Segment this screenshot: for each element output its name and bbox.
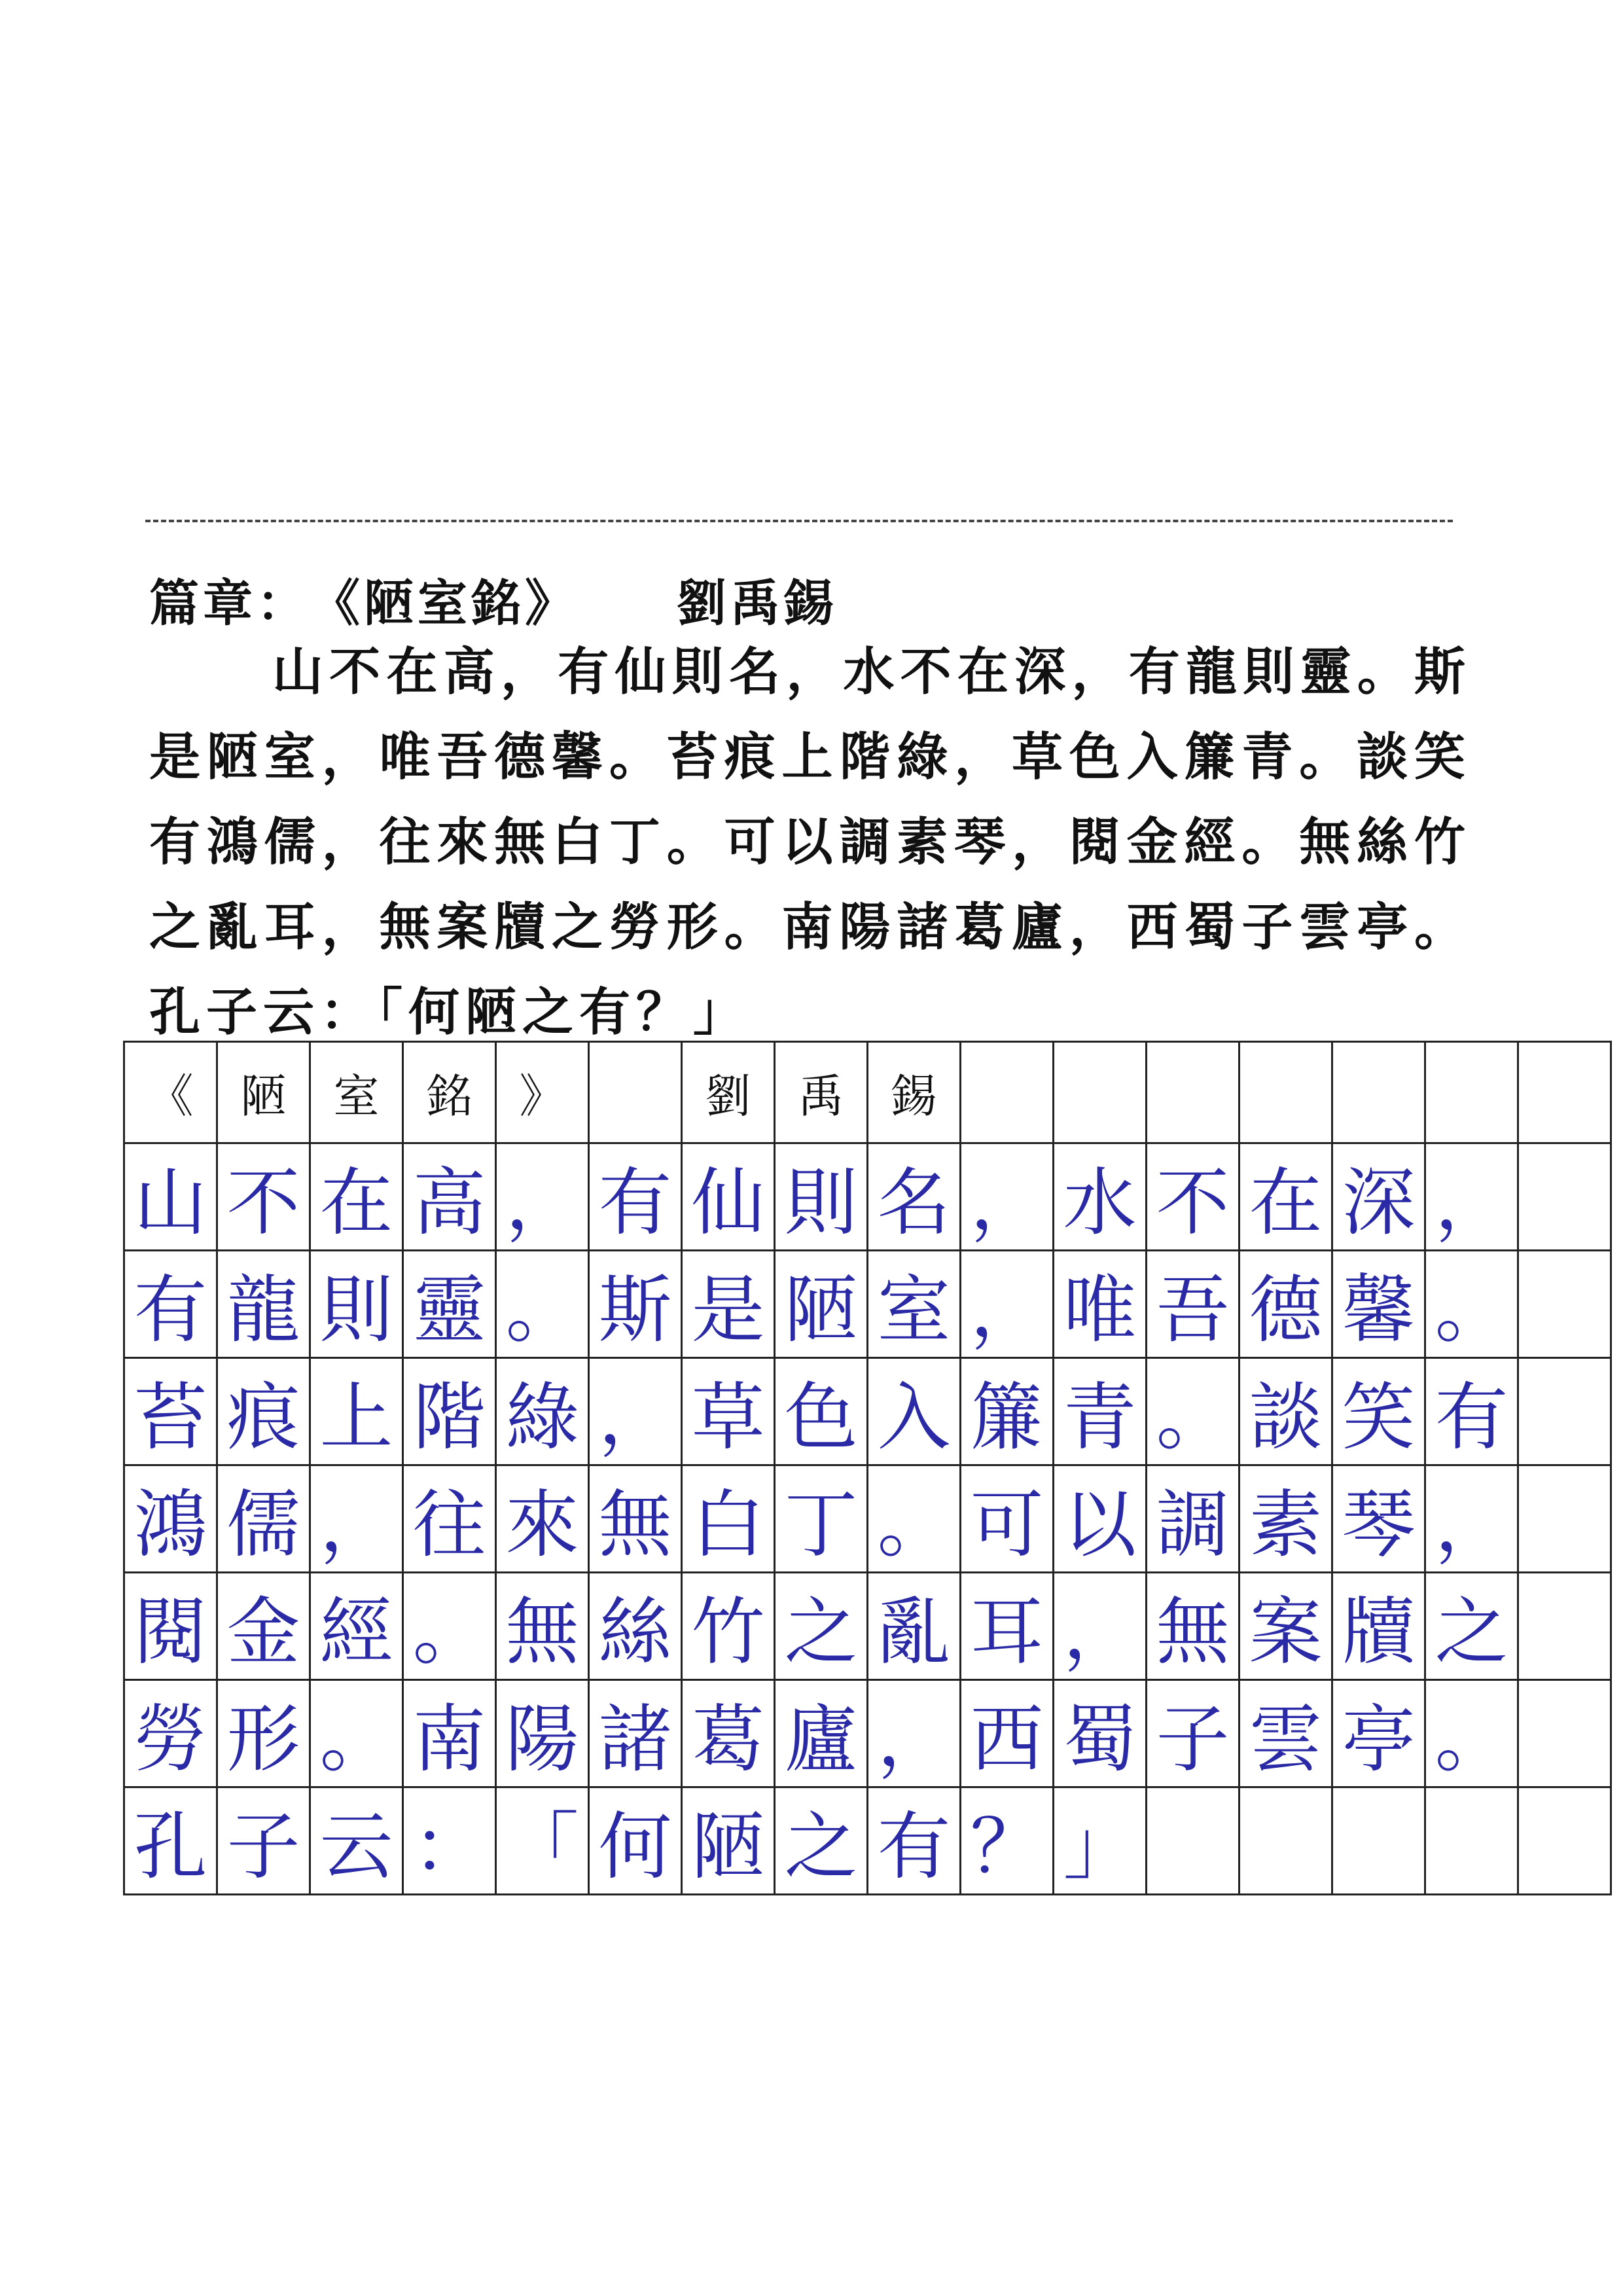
grid-cell: 階 <box>403 1358 496 1465</box>
grid-cell: 無 <box>496 1573 589 1680</box>
grid-cell: 丁 <box>775 1465 868 1573</box>
grid-title-cell <box>1425 1042 1518 1143</box>
grid-cell: 勞 <box>124 1680 217 1787</box>
grid-title-cell: 室 <box>310 1042 403 1143</box>
grid-cell: 不 <box>217 1143 310 1251</box>
grid-cell: 簾 <box>961 1358 1054 1465</box>
grid-cell: 耳 <box>961 1573 1054 1680</box>
grid-cell: 往 <box>403 1465 496 1573</box>
grid-cell: 來 <box>496 1465 589 1573</box>
grid-cell: ， <box>589 1358 682 1465</box>
grid-cell: 之 <box>1425 1573 1518 1680</box>
grid-cell: 。 <box>868 1465 961 1573</box>
grid-row <box>124 1787 1611 1895</box>
grid-cell: 苔 <box>124 1358 217 1465</box>
grid-cell: 上 <box>310 1358 403 1465</box>
grid-cell: 水 <box>1054 1143 1147 1251</box>
grid-cell: 閱 <box>124 1573 217 1680</box>
grid-row <box>124 1143 1611 1251</box>
heading-label: 篇章： <box>149 573 310 632</box>
grid-cell: 以 <box>1054 1465 1147 1573</box>
grid-cell: 案 <box>1240 1573 1332 1680</box>
grid-title-cell <box>1332 1042 1425 1143</box>
grid-cell: 。 <box>310 1680 403 1787</box>
grid-cell: ， <box>310 1465 403 1573</box>
grid-row <box>124 1573 1611 1680</box>
grid-cell: ： <box>403 1787 496 1895</box>
grid-cell: 德 <box>1240 1251 1332 1358</box>
heading-title: 《陋室銘》 <box>310 573 579 632</box>
grid-cell: 室 <box>868 1251 961 1358</box>
grid-cell: 無 <box>1147 1573 1240 1680</box>
grid-cell: 素 <box>1240 1465 1332 1573</box>
grid-cell: 西 <box>961 1680 1054 1787</box>
grid-cell: 金 <box>217 1573 310 1680</box>
heading-author: 劉禹錫 <box>677 573 838 632</box>
grid-cell: 陋 <box>775 1251 868 1358</box>
grid-cell: ， <box>961 1251 1054 1358</box>
grid-cell: 入 <box>868 1358 961 1465</box>
grid-cell: 有 <box>868 1787 961 1895</box>
grid-cell: ？ <box>961 1787 1054 1895</box>
grid-cell: 談 <box>1240 1358 1332 1465</box>
grid-cell: 子 <box>217 1787 310 1895</box>
grid-title-cell <box>961 1042 1054 1143</box>
grid-title-cell <box>1518 1042 1611 1143</box>
grid-cell: 。 <box>1425 1251 1518 1358</box>
grid-cell <box>1518 1573 1611 1680</box>
grid-title-cell <box>1240 1042 1332 1143</box>
grid-cell: 笑 <box>1332 1358 1425 1465</box>
grid-cell: 竹 <box>682 1573 775 1680</box>
grid-cell: 云 <box>310 1787 403 1895</box>
grid-cell: 馨 <box>1332 1251 1425 1358</box>
grid-cell: 南 <box>403 1680 496 1787</box>
grid-cell: 青 <box>1054 1358 1147 1465</box>
grid-cell: 儒 <box>217 1465 310 1573</box>
grid-title-cell: 陋 <box>217 1042 310 1143</box>
grid-cell: 深 <box>1332 1143 1425 1251</box>
grid-title-cell <box>1147 1042 1240 1143</box>
grid-cell: 形 <box>217 1680 310 1787</box>
grid-cell: 山 <box>124 1143 217 1251</box>
grid-cell: 經 <box>310 1573 403 1680</box>
grid-cell: 在 <box>310 1143 403 1251</box>
grid-cell: 有 <box>589 1143 682 1251</box>
passage-text: 山不在高，有仙則名，水不在深，有龍則靈。斯是陋室，唯吾德馨。苔痕上階綠，草色入簾青。談笑有鴻儒，往來無白丁。可以調素琴，閱金經。無絲竹之亂耳，無案牘之勞形。南陽諸葛廬，西蜀子雲亭。孔子云：「何陋之有？」 <box>149 642 1471 1042</box>
grid-cell: 靈 <box>403 1251 496 1358</box>
grid-cell: 牘 <box>1332 1573 1425 1680</box>
grid-cell: 「 <box>496 1787 589 1895</box>
grid-cell: 仙 <box>682 1143 775 1251</box>
grid-cell <box>1518 1680 1611 1787</box>
grid-cell: 亭 <box>1332 1680 1425 1787</box>
grid-cell: 琴 <box>1332 1465 1425 1573</box>
grid-cell: 則 <box>310 1251 403 1358</box>
grid-cell: ， <box>868 1680 961 1787</box>
grid-cell: 白 <box>682 1465 775 1573</box>
grid-title-cell: 《 <box>124 1042 217 1143</box>
grid-cell: 不 <box>1147 1143 1240 1251</box>
grid-cell: 陽 <box>496 1680 589 1787</box>
grid-cell: 絲 <box>589 1573 682 1680</box>
grid-cell: 子 <box>1147 1680 1240 1787</box>
grid-cell: ， <box>1054 1573 1147 1680</box>
grid-title-cell <box>1054 1042 1147 1143</box>
grid-cell: 。 <box>1425 1680 1518 1787</box>
grid-cell: ， <box>961 1143 1054 1251</box>
grid-cell: 之 <box>775 1787 868 1895</box>
grid-cell <box>1425 1787 1518 1895</box>
grid-cell: 蜀 <box>1054 1680 1147 1787</box>
grid-cell: 則 <box>775 1143 868 1251</box>
grid-cell: 陋 <box>682 1787 775 1895</box>
grid-row <box>124 1465 1611 1573</box>
grid-cell: 無 <box>589 1465 682 1573</box>
grid-cell: ， <box>1425 1465 1518 1573</box>
grid-cell <box>1518 1251 1611 1358</box>
grid-title-cell: 禹 <box>775 1042 868 1143</box>
grid-cell: 是 <box>682 1251 775 1358</box>
grid-cell: 。 <box>496 1251 589 1358</box>
grid-cell: 葛 <box>682 1680 775 1787</box>
grid-cell: 有 <box>1425 1358 1518 1465</box>
grid-cell <box>1518 1358 1611 1465</box>
grid-row <box>124 1680 1611 1787</box>
grid-cell <box>1147 1787 1240 1895</box>
grid-cell <box>1518 1143 1611 1251</box>
grid-cell: 斯 <box>589 1251 682 1358</box>
grid-cell <box>1518 1787 1611 1895</box>
grid-title-cell: 銘 <box>403 1042 496 1143</box>
grid-cell: 孔 <box>124 1787 217 1895</box>
grid-cell: 。 <box>1147 1358 1240 1465</box>
grid-cell: ， <box>1425 1143 1518 1251</box>
grid-cell: 調 <box>1147 1465 1240 1573</box>
grid-cell: 綠 <box>496 1358 589 1465</box>
grid-row <box>124 1251 1611 1358</box>
grid-cell: 諸 <box>589 1680 682 1787</box>
grid-cell: 草 <box>682 1358 775 1465</box>
grid-title-row <box>124 1042 1611 1143</box>
grid-cell <box>1240 1787 1332 1895</box>
passage-heading <box>149 563 838 635</box>
grid-cell: 亂 <box>868 1573 961 1680</box>
grid-cell: 高 <box>403 1143 496 1251</box>
grid-cell: 」 <box>1054 1787 1147 1895</box>
grid-title-cell: 錫 <box>868 1042 961 1143</box>
grid-cell: 色 <box>775 1358 868 1465</box>
grid-cell: 痕 <box>217 1358 310 1465</box>
grid-cell: 何 <box>589 1787 682 1895</box>
grid-cell: 有 <box>124 1251 217 1358</box>
grid-cell: 在 <box>1240 1143 1332 1251</box>
grid-cell: 雲 <box>1240 1680 1332 1787</box>
grid-cell: ， <box>496 1143 589 1251</box>
grid-title-cell <box>589 1042 682 1143</box>
grid-cell: 名 <box>868 1143 961 1251</box>
grid-cell: 唯 <box>1054 1251 1147 1358</box>
grid-cell: 可 <box>961 1465 1054 1573</box>
grid-cell <box>1332 1787 1425 1895</box>
grid-title-cell: 》 <box>496 1042 589 1143</box>
grid-cell: 吾 <box>1147 1251 1240 1358</box>
grid-cell: 龍 <box>217 1251 310 1358</box>
dashed-divider <box>145 520 1453 522</box>
grid-cell: 之 <box>775 1573 868 1680</box>
grid-title-cell: 劉 <box>682 1042 775 1143</box>
grid-cell: 。 <box>403 1573 496 1680</box>
grid-row <box>124 1358 1611 1465</box>
handwriting-grid <box>123 1041 1612 1895</box>
grid-cell <box>1518 1465 1611 1573</box>
grid-cell: 鴻 <box>124 1465 217 1573</box>
grid-cell: 廬 <box>775 1680 868 1787</box>
